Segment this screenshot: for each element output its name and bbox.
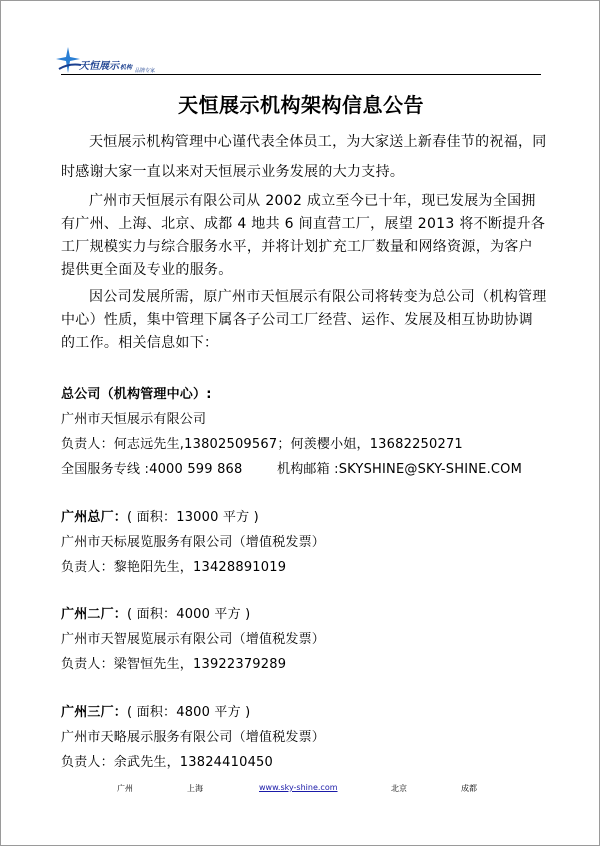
hq-email: 机构邮箱 :SKYSHINE@SKY-SHINE.COM <box>277 462 523 477</box>
paragraph-history: 广州市天恒展示有限公司从 2002 成立至今已十年，现已发展为全国拥有广州、上海、北京、成都 4 地共 6 间直营工厂，展望 2013 将不断提升各工厂规模实力与综合服务水平，并将计划扩充工厂数量和网络资源，为客户提供更全面及专业的服务。 <box>61 193 546 278</box>
logo-text: 天恒展示机构 <box>79 61 133 72</box>
factory-2-contact: 负责人：梁智恒先生，13922379289 <box>61 657 287 672</box>
factory-1-contact: 负责人：黎艳阳先生，13428891019 <box>61 560 287 575</box>
footer-city-guangzhou: 广州 <box>117 784 133 793</box>
factory-area: ( 面积：4000 平方 ) <box>127 607 251 622</box>
factory-3-company: 广州市天略展示服务有限公司（增值税发票） <box>61 730 326 745</box>
factory-1-heading <box>61 506 259 525</box>
factory-name: 广州总厂： <box>61 510 128 525</box>
factory-2-heading <box>61 603 250 622</box>
factory-3-heading <box>61 701 250 720</box>
paragraph-restructure: 因公司发展所需，原广州市天恒展示有限公司将转变为总公司（机构管理中心）性质，集中管理下属各子公司工厂经营、运作、发展及相互协助协调的工作。相关信息如下： <box>61 289 547 351</box>
factory-1-company: 广州市天标展览服务有限公司（增值税发票） <box>61 535 326 550</box>
hq-heading: 总公司（机构管理中心）: <box>61 387 212 402</box>
hq-company: 广州市天恒展示有限公司 <box>61 412 207 427</box>
footer-city-shanghai: 上海 <box>187 784 203 793</box>
footer-city-beijing: 北京 <box>391 784 407 793</box>
hq-hotline: 全国服务专线 :4000 599 868 <box>61 462 243 477</box>
paragraph-greeting: 天恒展示机构管理中心谨代表全体员工，为大家送上新春佳节的祝福，同时感谢大家一直以来对天恒展示业务发展的大力支持。 <box>61 134 547 180</box>
factory-2-company: 广州市天智展览展示有限公司（增值税发票） <box>61 632 326 647</box>
hq-contacts: 负责人：何志远先生,13802509567；何羡樱小姐，13682250271 <box>61 437 463 452</box>
logo-tagline: 品牌专家 <box>135 68 156 74</box>
header-divider <box>61 74 541 75</box>
factory-area: ( 面积：4800 平方 ) <box>127 705 251 720</box>
footer-city-chengdu: 成都 <box>461 784 477 793</box>
factory-area: ( 面积：13000 平方 ) <box>127 510 259 525</box>
factory-3-contact: 负责人：余武先生，13824410450 <box>61 755 273 770</box>
page-title: 天恒展示机构架构信息公告 <box>178 93 424 117</box>
logo-emblem-icon <box>55 45 81 75</box>
footer-website-link[interactable]: www.sky-shine.com <box>259 783 338 792</box>
factory-name: 广州二厂： <box>61 607 128 622</box>
company-logo <box>55 45 175 75</box>
factory-name: 广州三厂： <box>61 705 128 720</box>
